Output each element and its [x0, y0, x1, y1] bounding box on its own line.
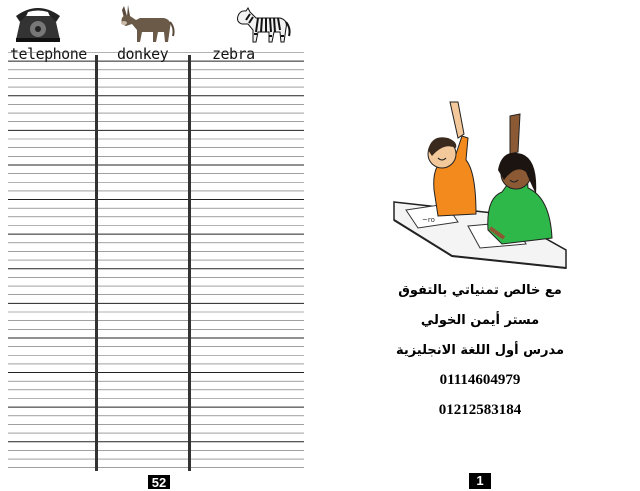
cover-page	[320, 0, 640, 489]
students-raising-hands-illustration	[392, 98, 570, 270]
column-word-telephone: telephone	[10, 45, 87, 63]
column-divider	[95, 55, 98, 471]
teacher-name: مستر أيمن الخولي	[420, 313, 540, 328]
phone-number: 01212583184	[438, 402, 522, 418]
donkey-icon	[118, 2, 176, 44]
writing-lines	[8, 52, 304, 474]
column-divider	[188, 55, 191, 471]
column-word-donkey: donkey	[117, 45, 169, 63]
phone-number: 01114604979	[439, 372, 521, 388]
page-number: 52	[148, 475, 170, 489]
worksheet-page	[0, 0, 310, 489]
telephone-icon	[10, 2, 66, 44]
column-word-zebra: zebra	[212, 45, 255, 63]
wishes-line: مع خالص تمنياتي بالتفوق	[398, 283, 562, 298]
zebra-icon	[234, 2, 292, 44]
teacher-title: مدرس أول اللغة الانجليزية	[395, 343, 565, 358]
svg-text:~ro: ~ro	[422, 216, 435, 224]
page-number: 1	[469, 473, 491, 489]
